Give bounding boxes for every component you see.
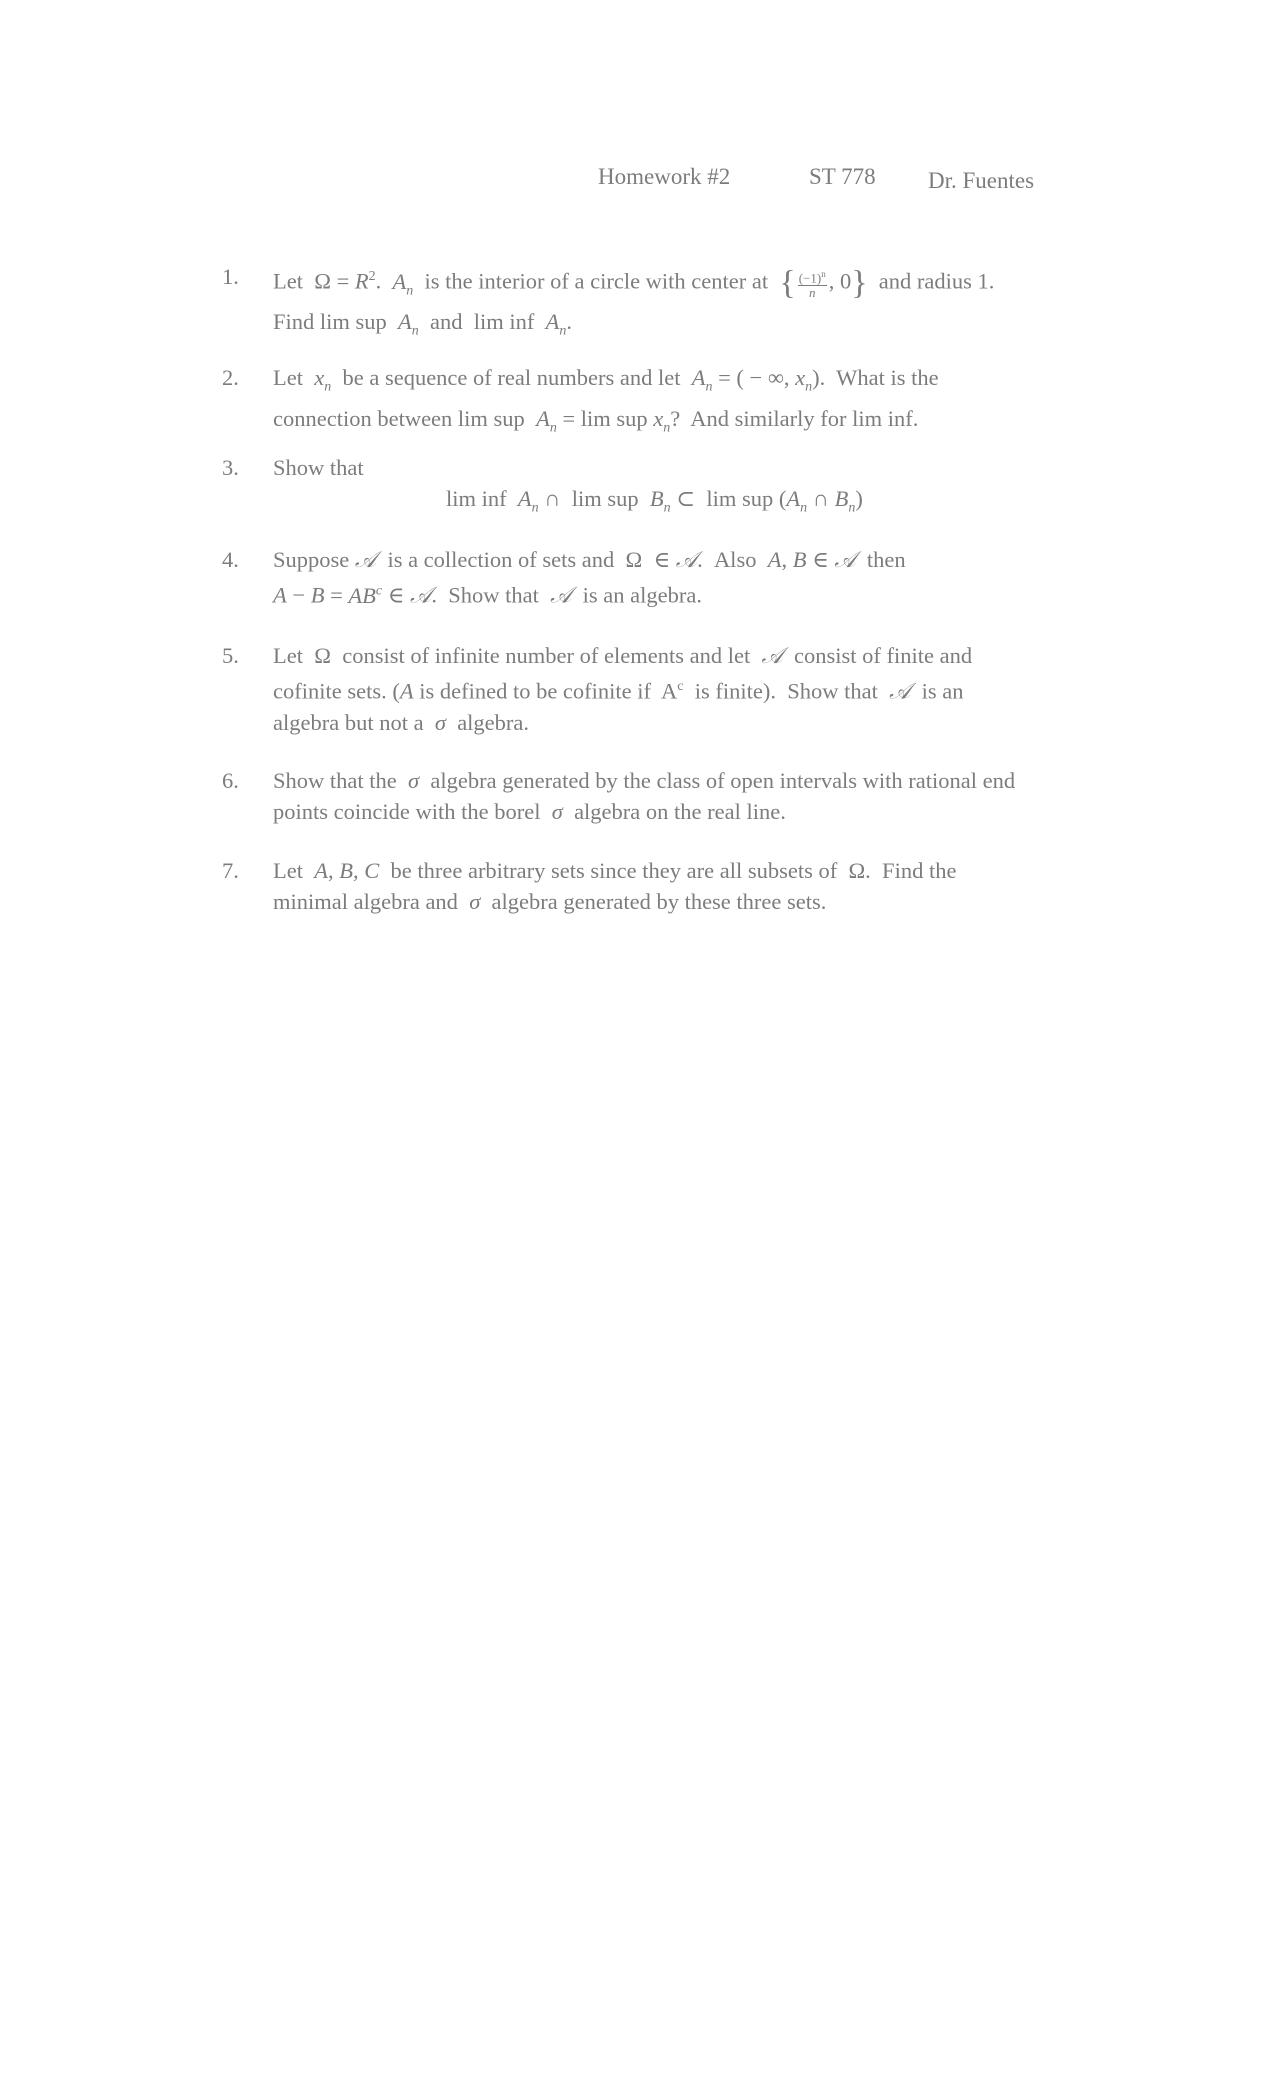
document-header (0, 164, 1280, 194)
course-code: ST 778 (809, 164, 876, 189)
problem-line: Let A, B, C be three arbitrary sets since they are all subsets of Ω. Find the (273, 858, 957, 883)
problem-line: cofinite sets. (A is defined to be cofinite if $A^c$ is finite). Show that 𝒜 is an (273, 678, 964, 704)
problem-line: Show that (273, 455, 364, 480)
display-equation: lim inf $A_n$ ∩ lim sup $B_n$ ⊂ lim sup ($A_n$ ∩ $B_n$) (446, 486, 863, 516)
problem-number: 7. (222, 858, 239, 883)
problem-5 (222, 640, 1142, 738)
problem-number: 3. (222, 455, 239, 480)
problem-7 (222, 855, 1142, 917)
problem-line: Let $x_n$ be a sequence of real numbers and let $A_n$ = ( − ∞, $x_n$). What is the (273, 365, 939, 395)
problem-line: $A - B = AB^c$ ∈ 𝒜. Show that 𝒜 is an algebra. (273, 582, 702, 608)
problem-number: 4. (222, 547, 239, 572)
problem-line: Suppose 𝒜 is a collection of sets and Ω ∈ 𝒜. Also A, B ∈ 𝒜 then (273, 547, 906, 572)
problem-2 (222, 362, 1142, 443)
problem-line: Show that the σ algebra generated by the class of open intervals with rational end (273, 768, 1016, 793)
problem-number: 5. (222, 643, 239, 668)
problem-1 (222, 261, 1142, 347)
problem-number: 1. (222, 264, 239, 289)
problem-3 (222, 452, 1142, 524)
problem-number: 6. (222, 768, 239, 793)
problem-4 (222, 544, 1142, 611)
problem-line: Let $\Omega = R^2$. $A_n$ is the interior of a circle with center at { $\frac{(-1)^n}{n}$ , 0} and radius 1. (273, 264, 995, 302)
problem-line: algebra but not a σ algebra. (273, 709, 530, 735)
problem-line: points coincide with the borel σ algebra on the real line. (273, 799, 786, 824)
problem-line: Find lim sup $A_n$ and lim inf $A_n$. (273, 309, 573, 339)
problem-line: connection between lim sup $A_n = \lim$ sup $x_n$? And similarly for lim inf. (273, 405, 919, 435)
problem-number: 2. (222, 365, 239, 390)
homework-title: Homework #2 (598, 164, 731, 189)
problem-6 (222, 765, 1142, 827)
problem-line: minimal algebra and σ algebra generated by these three sets. (273, 889, 827, 914)
instructor-name: Dr. Fuentes (928, 168, 1035, 193)
problem-line: Let Ω consist of infinite number of elements and let 𝒜 consist of finite and (273, 643, 973, 668)
